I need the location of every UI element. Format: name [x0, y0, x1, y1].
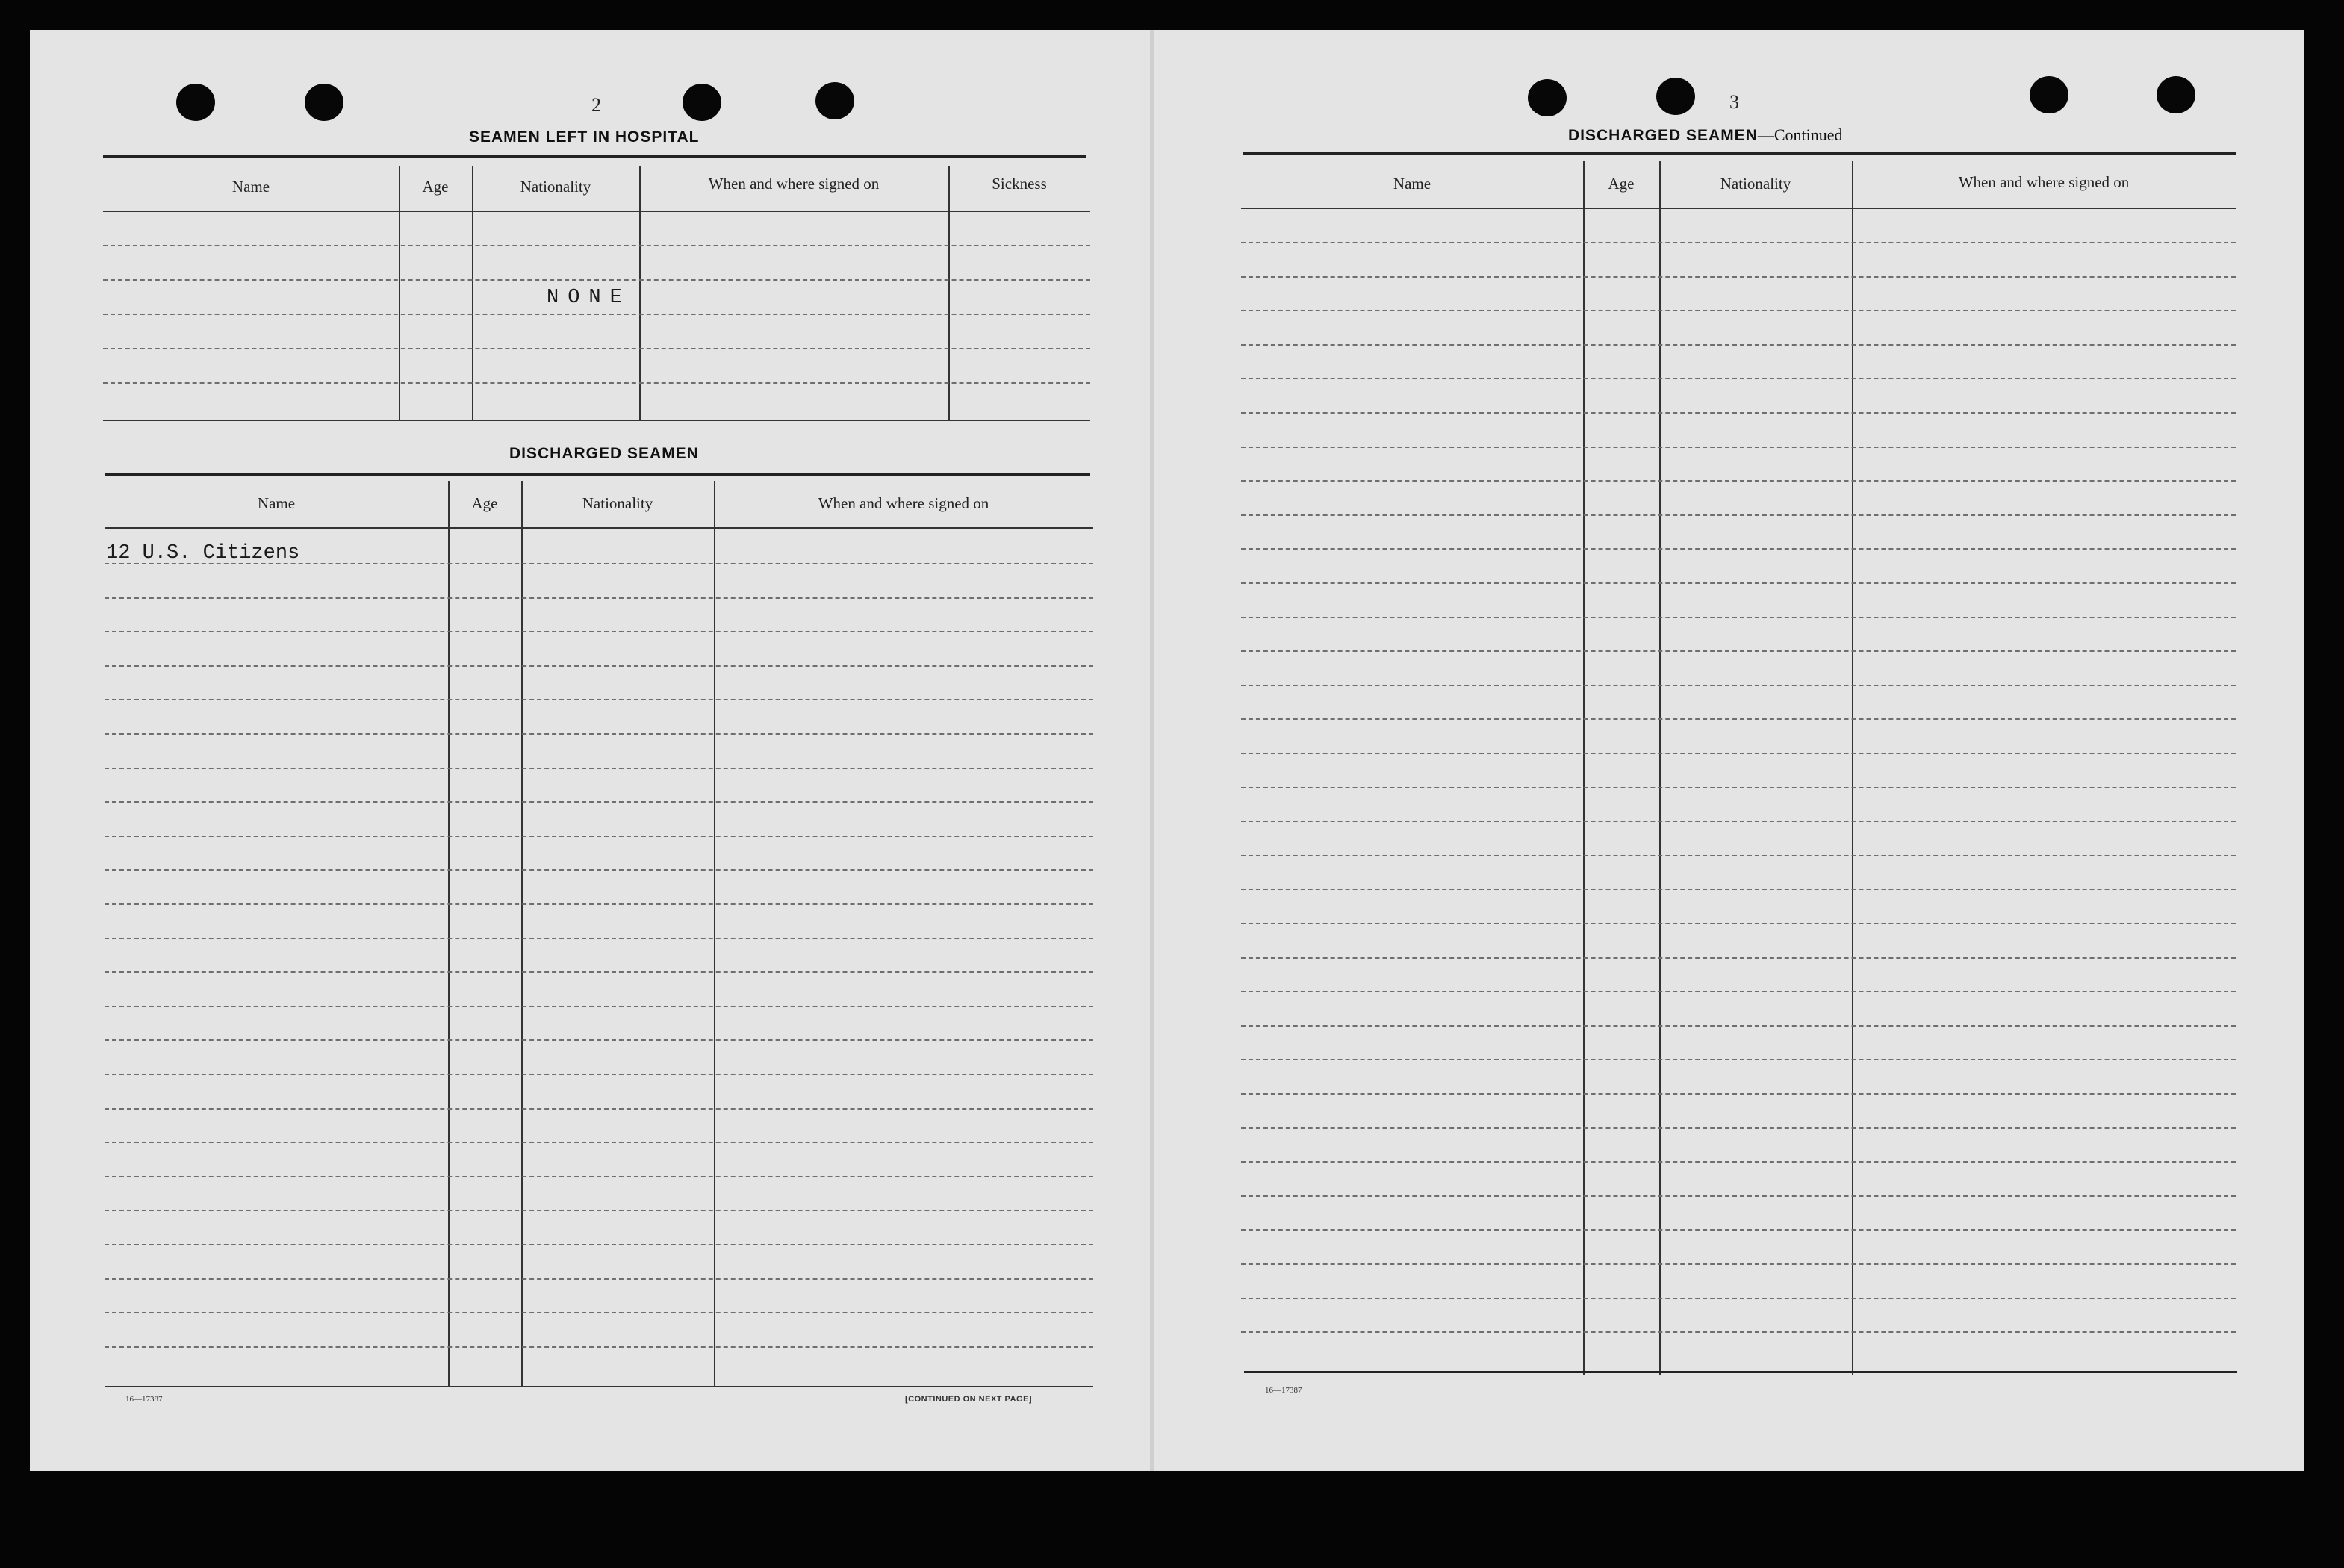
- table-row: [103, 382, 1090, 384]
- table-row: [1241, 1263, 2236, 1265]
- table-row: [105, 1176, 1093, 1177]
- table-row: [1241, 310, 2236, 311]
- table-row: [1241, 650, 2236, 652]
- punch-hole: [2030, 76, 2068, 113]
- table-row: [103, 279, 1090, 281]
- table-row: [1241, 1161, 2236, 1163]
- table-row: [105, 938, 1093, 939]
- table-row: [105, 836, 1093, 837]
- table-row: [105, 801, 1093, 803]
- col-header-nationality: Nationality: [1720, 175, 1791, 193]
- table-row: [105, 1312, 1093, 1313]
- col-header-name: Name: [257, 494, 296, 512]
- col-header-sickness: Sickness: [992, 175, 1047, 193]
- header-rule: [103, 155, 1086, 161]
- column-divider: [448, 481, 450, 1386]
- punch-hole: [683, 84, 721, 121]
- table-row: [1241, 1127, 2236, 1129]
- table-row: [105, 699, 1093, 700]
- table-row: [1241, 685, 2236, 686]
- form-number: 16—17387: [1265, 1386, 1302, 1395]
- form-number: 16—17387: [125, 1395, 163, 1404]
- column-divider: [714, 481, 715, 1386]
- table-row: [1241, 1059, 2236, 1060]
- table-row: [103, 314, 1090, 315]
- table-row: [1241, 1195, 2236, 1197]
- table-row: [103, 348, 1090, 349]
- section-title-text: DISCHARGED SEAMEN: [1568, 127, 1758, 144]
- section-title-suffix: —Continued: [1757, 125, 1843, 144]
- table-row: [1241, 991, 2236, 992]
- page-number: 2: [591, 94, 601, 116]
- punch-hole: [305, 84, 343, 121]
- column-divider: [948, 166, 950, 420]
- table-row: [103, 245, 1090, 246]
- section-title-discharged-continued: [1568, 125, 1843, 145]
- table-row: [105, 971, 1093, 973]
- continued-note: [CONTINUED ON NEXT PAGE]: [905, 1395, 1033, 1404]
- table-row: [105, 1346, 1093, 1348]
- col-header-signed-on: When and where signed on: [708, 175, 880, 193]
- table-row: [1241, 1331, 2236, 1333]
- table-row: [1241, 344, 2236, 346]
- section-title-discharged: DISCHARGED SEAMEN: [509, 445, 699, 462]
- table-row: [105, 1074, 1093, 1075]
- table-row: [1241, 855, 2236, 856]
- table-row: [105, 1006, 1093, 1007]
- table-row: [1241, 1229, 2236, 1231]
- punch-hole: [815, 82, 854, 119]
- section-bottom-rule: [103, 420, 1090, 421]
- table-row: [105, 768, 1093, 769]
- col-header-age: Age: [1608, 175, 1635, 193]
- col-header-name: Name: [1393, 175, 1431, 193]
- col-header-age: Age: [422, 178, 449, 196]
- table-row: [1241, 1093, 2236, 1095]
- table-row: [105, 1278, 1093, 1280]
- column-divider: [472, 166, 473, 420]
- col-header-age: Age: [471, 494, 498, 512]
- table-row: [1241, 242, 2236, 243]
- col-header-name: Name: [231, 178, 270, 196]
- table-row: [105, 1142, 1093, 1143]
- column-divider: [639, 166, 641, 420]
- table-row: [1241, 514, 2236, 516]
- punch-hole: [2157, 76, 2195, 113]
- header-rule: [105, 473, 1090, 479]
- col-header-signed-on: When and where signed on: [818, 494, 989, 512]
- table-row: [1241, 548, 2236, 550]
- header-underline: [103, 211, 1090, 212]
- table-row: [1241, 957, 2236, 959]
- table-row: [105, 1210, 1093, 1211]
- col-header-nationality: Nationality: [582, 494, 653, 512]
- table-row: [1241, 480, 2236, 482]
- table-row: [105, 1244, 1093, 1245]
- column-divider: [521, 481, 523, 1386]
- table-row: [1241, 412, 2236, 414]
- table-row: [1241, 1298, 2236, 1299]
- col-header-signed-on: When and where signed on: [1958, 173, 2130, 191]
- table-row: [1241, 1025, 2236, 1027]
- punch-hole: [176, 84, 215, 121]
- table-row: [105, 597, 1093, 599]
- table-row: [1241, 787, 2236, 788]
- table-row: [105, 665, 1093, 667]
- punch-hole: [1528, 79, 1567, 116]
- table-row: [1241, 718, 2236, 720]
- punch-hole: [1656, 78, 1695, 115]
- table-row: [1241, 617, 2236, 618]
- header-underline: [105, 527, 1093, 529]
- table-row: [105, 1039, 1093, 1041]
- table-row: [105, 1108, 1093, 1110]
- header-underline: [1241, 208, 2236, 209]
- table-row: [105, 869, 1093, 871]
- table-row: [1241, 923, 2236, 924]
- table-row: [1241, 889, 2236, 890]
- page-number: 3: [1729, 91, 1739, 113]
- table-row: [1241, 447, 2236, 448]
- table-row: [1241, 821, 2236, 822]
- typed-entry-citizens: 12 U.S. Citizens: [106, 542, 300, 564]
- column-divider: [399, 166, 400, 420]
- section-bottom-rule: [1244, 1371, 2237, 1375]
- section-bottom-rule: [105, 1386, 1093, 1387]
- header-rule: [1243, 152, 2236, 158]
- table-row: [1241, 378, 2236, 379]
- table-row: [1241, 276, 2236, 278]
- table-row: [1241, 753, 2236, 754]
- table-row: [105, 631, 1093, 632]
- table-row: [105, 903, 1093, 905]
- section-title-hospital: SEAMEN LEFT IN HOSPITAL: [469, 128, 700, 146]
- table-row: [105, 733, 1093, 735]
- col-header-nationality: Nationality: [520, 178, 591, 196]
- typed-entry-none: NONE: [547, 287, 631, 309]
- table-row: [1241, 582, 2236, 584]
- page-fold: [1150, 30, 1154, 1471]
